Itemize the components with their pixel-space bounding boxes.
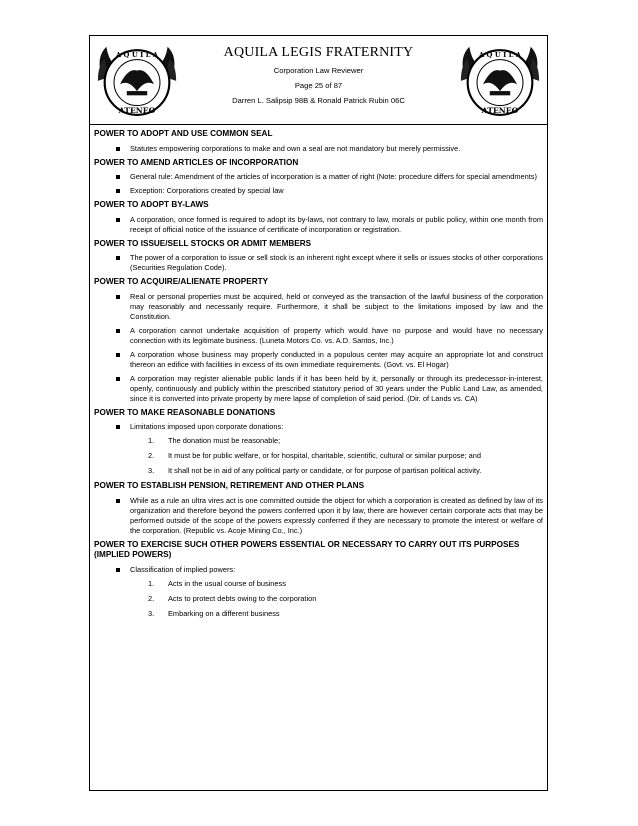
page-header bbox=[90, 36, 547, 125]
item-text: Exception: Corporations created by special law bbox=[130, 186, 284, 195]
numbered-item bbox=[94, 609, 543, 619]
bullet-item bbox=[94, 422, 543, 432]
bullet-item bbox=[94, 496, 543, 536]
item-text: Classification of implied powers: bbox=[130, 564, 236, 574]
square-bullet-icon bbox=[116, 499, 120, 503]
item-text: A corporation may register alienable public lands if it has been held by it, personally or through its predecessor-in-interest, openly, continuously and publicly within the prescribed statutory period of 30 years under the Public Land Law, as amended, since it is converted into private property by mere lapse of completion of said period. (Dir. of Lands vs. CA) bbox=[130, 373, 543, 403]
item-text: A corporation whose business may properly conducted in a populous center may acquire an appropriate lot and construct thereon an edifice with facilities in excess of its own immediate requirements. (Govt. vs. El Hogar) bbox=[130, 349, 543, 369]
item-text: Acts in the usual course of business bbox=[168, 578, 286, 588]
square-bullet-icon bbox=[116, 147, 120, 151]
item-number: 1. bbox=[148, 578, 155, 588]
item-text: Acts to protect debts owing to the corporation bbox=[168, 593, 317, 603]
document-page bbox=[89, 35, 548, 791]
numbered-item bbox=[94, 436, 543, 446]
square-bullet-icon bbox=[116, 175, 120, 179]
item-text: Limitations imposed upon corporate donations: bbox=[130, 422, 284, 431]
square-bullet-icon bbox=[116, 353, 120, 357]
svg-text:ATENEO: ATENEO bbox=[118, 106, 156, 116]
bullet-item bbox=[94, 253, 543, 273]
fraternity-title: AQUILA LEGIS FRATERNITY bbox=[223, 45, 414, 60]
square-bullet-icon bbox=[116, 295, 120, 299]
item-text: A corporation, once formed is required to adopt its by-laws, not contrary to law, morals or public policy, within one month from receipt of official notice of the issuance of certificate of incorporation or registration. bbox=[130, 214, 543, 234]
square-bullet-icon bbox=[116, 218, 120, 222]
numbered-item bbox=[94, 451, 543, 461]
item-text: Embarking on a different business bbox=[168, 608, 280, 618]
square-bullet-icon bbox=[116, 568, 120, 572]
item-number: 3. bbox=[148, 608, 155, 618]
bullet-item bbox=[94, 172, 543, 182]
numbered-item bbox=[94, 594, 543, 604]
page-number: Page 25 of 87 bbox=[294, 81, 343, 90]
square-bullet-icon bbox=[116, 425, 120, 429]
authors-line: Darren L. Salipsip 98B & Ronald Patrick Rubin 06C bbox=[232, 96, 405, 105]
bullet-item bbox=[94, 292, 543, 322]
document-body bbox=[94, 129, 543, 624]
section-heading: POWER TO ESTABLISH PENSION, RETIREMENT AND OTHER PLANS bbox=[94, 481, 365, 490]
square-bullet-icon bbox=[116, 377, 120, 381]
item-number: 2. bbox=[148, 451, 155, 460]
item-text: Statutes empowering corporations to make and own a seal are not mandatory but merely permissive. bbox=[130, 143, 461, 153]
item-number: 2. bbox=[148, 593, 155, 603]
item-text: The power of a corporation to issue or sell stock is an inherent right except where it sells or issues stocks of other corporations (Securities Regulation Code). bbox=[130, 253, 543, 272]
item-number: 3. bbox=[148, 466, 155, 475]
svg-text:ATENEO: ATENEO bbox=[481, 106, 519, 116]
section-heading: POWER TO AMEND ARTICLES OF INCORPORATION bbox=[94, 157, 299, 167]
bullet-item bbox=[94, 326, 543, 346]
square-bullet-icon bbox=[116, 329, 120, 333]
item-text: Real or personal properties must be acquired, held or conveyed as the transaction of the lawful business of the corporation may reasonably and necessarily require. Furthermore, it shall be subject to the limitations imposed by law and the Constitution. bbox=[130, 291, 543, 321]
reviewer-subtitle: Corporation Law Reviewer bbox=[273, 66, 364, 75]
section-heading: POWER TO ISSUE/SELL STOCKS OR ADMIT MEMBERS bbox=[94, 238, 312, 248]
bullet-item bbox=[94, 215, 543, 235]
section-heading: POWER TO ADOPT BY-LAWS bbox=[94, 200, 209, 209]
item-text: It shall not be in aid of any political party or candidate, or for purpose of partisan political activity. bbox=[168, 466, 482, 475]
bullet-item bbox=[94, 565, 543, 575]
bullet-item bbox=[94, 350, 543, 370]
section-heading: POWER TO EXERCISE SUCH OTHER POWERS ESSENTIAL OR NECESSARY TO CARRY OUT ITS PURPOSES (IMPLIED POWERS) bbox=[94, 539, 520, 559]
bullet-item bbox=[94, 144, 543, 154]
bullet-item bbox=[94, 186, 543, 196]
svg-text:A Q U I L A: A Q U I L A bbox=[478, 51, 522, 60]
section-heading: POWER TO ACQUIRE/ALIENATE PROPERTY bbox=[94, 277, 269, 286]
item-text: While as a rule an ultra vires act is one committed outside the object for which a corporation is created as defined by law of its organization and therefore beyond the powers conferred upon it by law, there are however certain corporate acts that may be performed outside of the scope of the powers expressly conferred if they are necessary to promote the interest or welfare of the corporation. (Republic vs. Acoje Mining Co., Inc.) bbox=[130, 495, 543, 535]
numbered-item bbox=[94, 579, 543, 589]
aquila-legis-seal-logo-right bbox=[457, 40, 543, 120]
item-text: The donation must be reasonable; bbox=[168, 436, 281, 445]
item-text: It must be for public welfare, or for hospital, charitable, scientific, cultural or similar purpose; and bbox=[168, 451, 482, 460]
item-text: General rule: Amendment of the articles of incorporation is a matter of right (Note: procedure differs for special amendments) bbox=[130, 172, 537, 181]
item-number: 1. bbox=[148, 436, 155, 445]
item-text: A corporation cannot undertake acquisition of property which would have no purpose and would have no necessary connection with its legitimate business. (Luneta Motors Co. vs. A.D. Santos, Inc.) bbox=[130, 325, 543, 345]
svg-text:A Q U I L A: A Q U I L A bbox=[115, 51, 159, 60]
square-bullet-icon bbox=[116, 189, 120, 193]
aquila-legis-seal-logo bbox=[94, 40, 180, 120]
bullet-item bbox=[94, 374, 543, 404]
section-heading: POWER TO ADOPT AND USE COMMON SEAL bbox=[94, 129, 273, 138]
numbered-item bbox=[94, 466, 543, 476]
square-bullet-icon bbox=[116, 256, 120, 260]
section-heading: POWER TO MAKE REASONABLE DONATIONS bbox=[94, 407, 276, 417]
